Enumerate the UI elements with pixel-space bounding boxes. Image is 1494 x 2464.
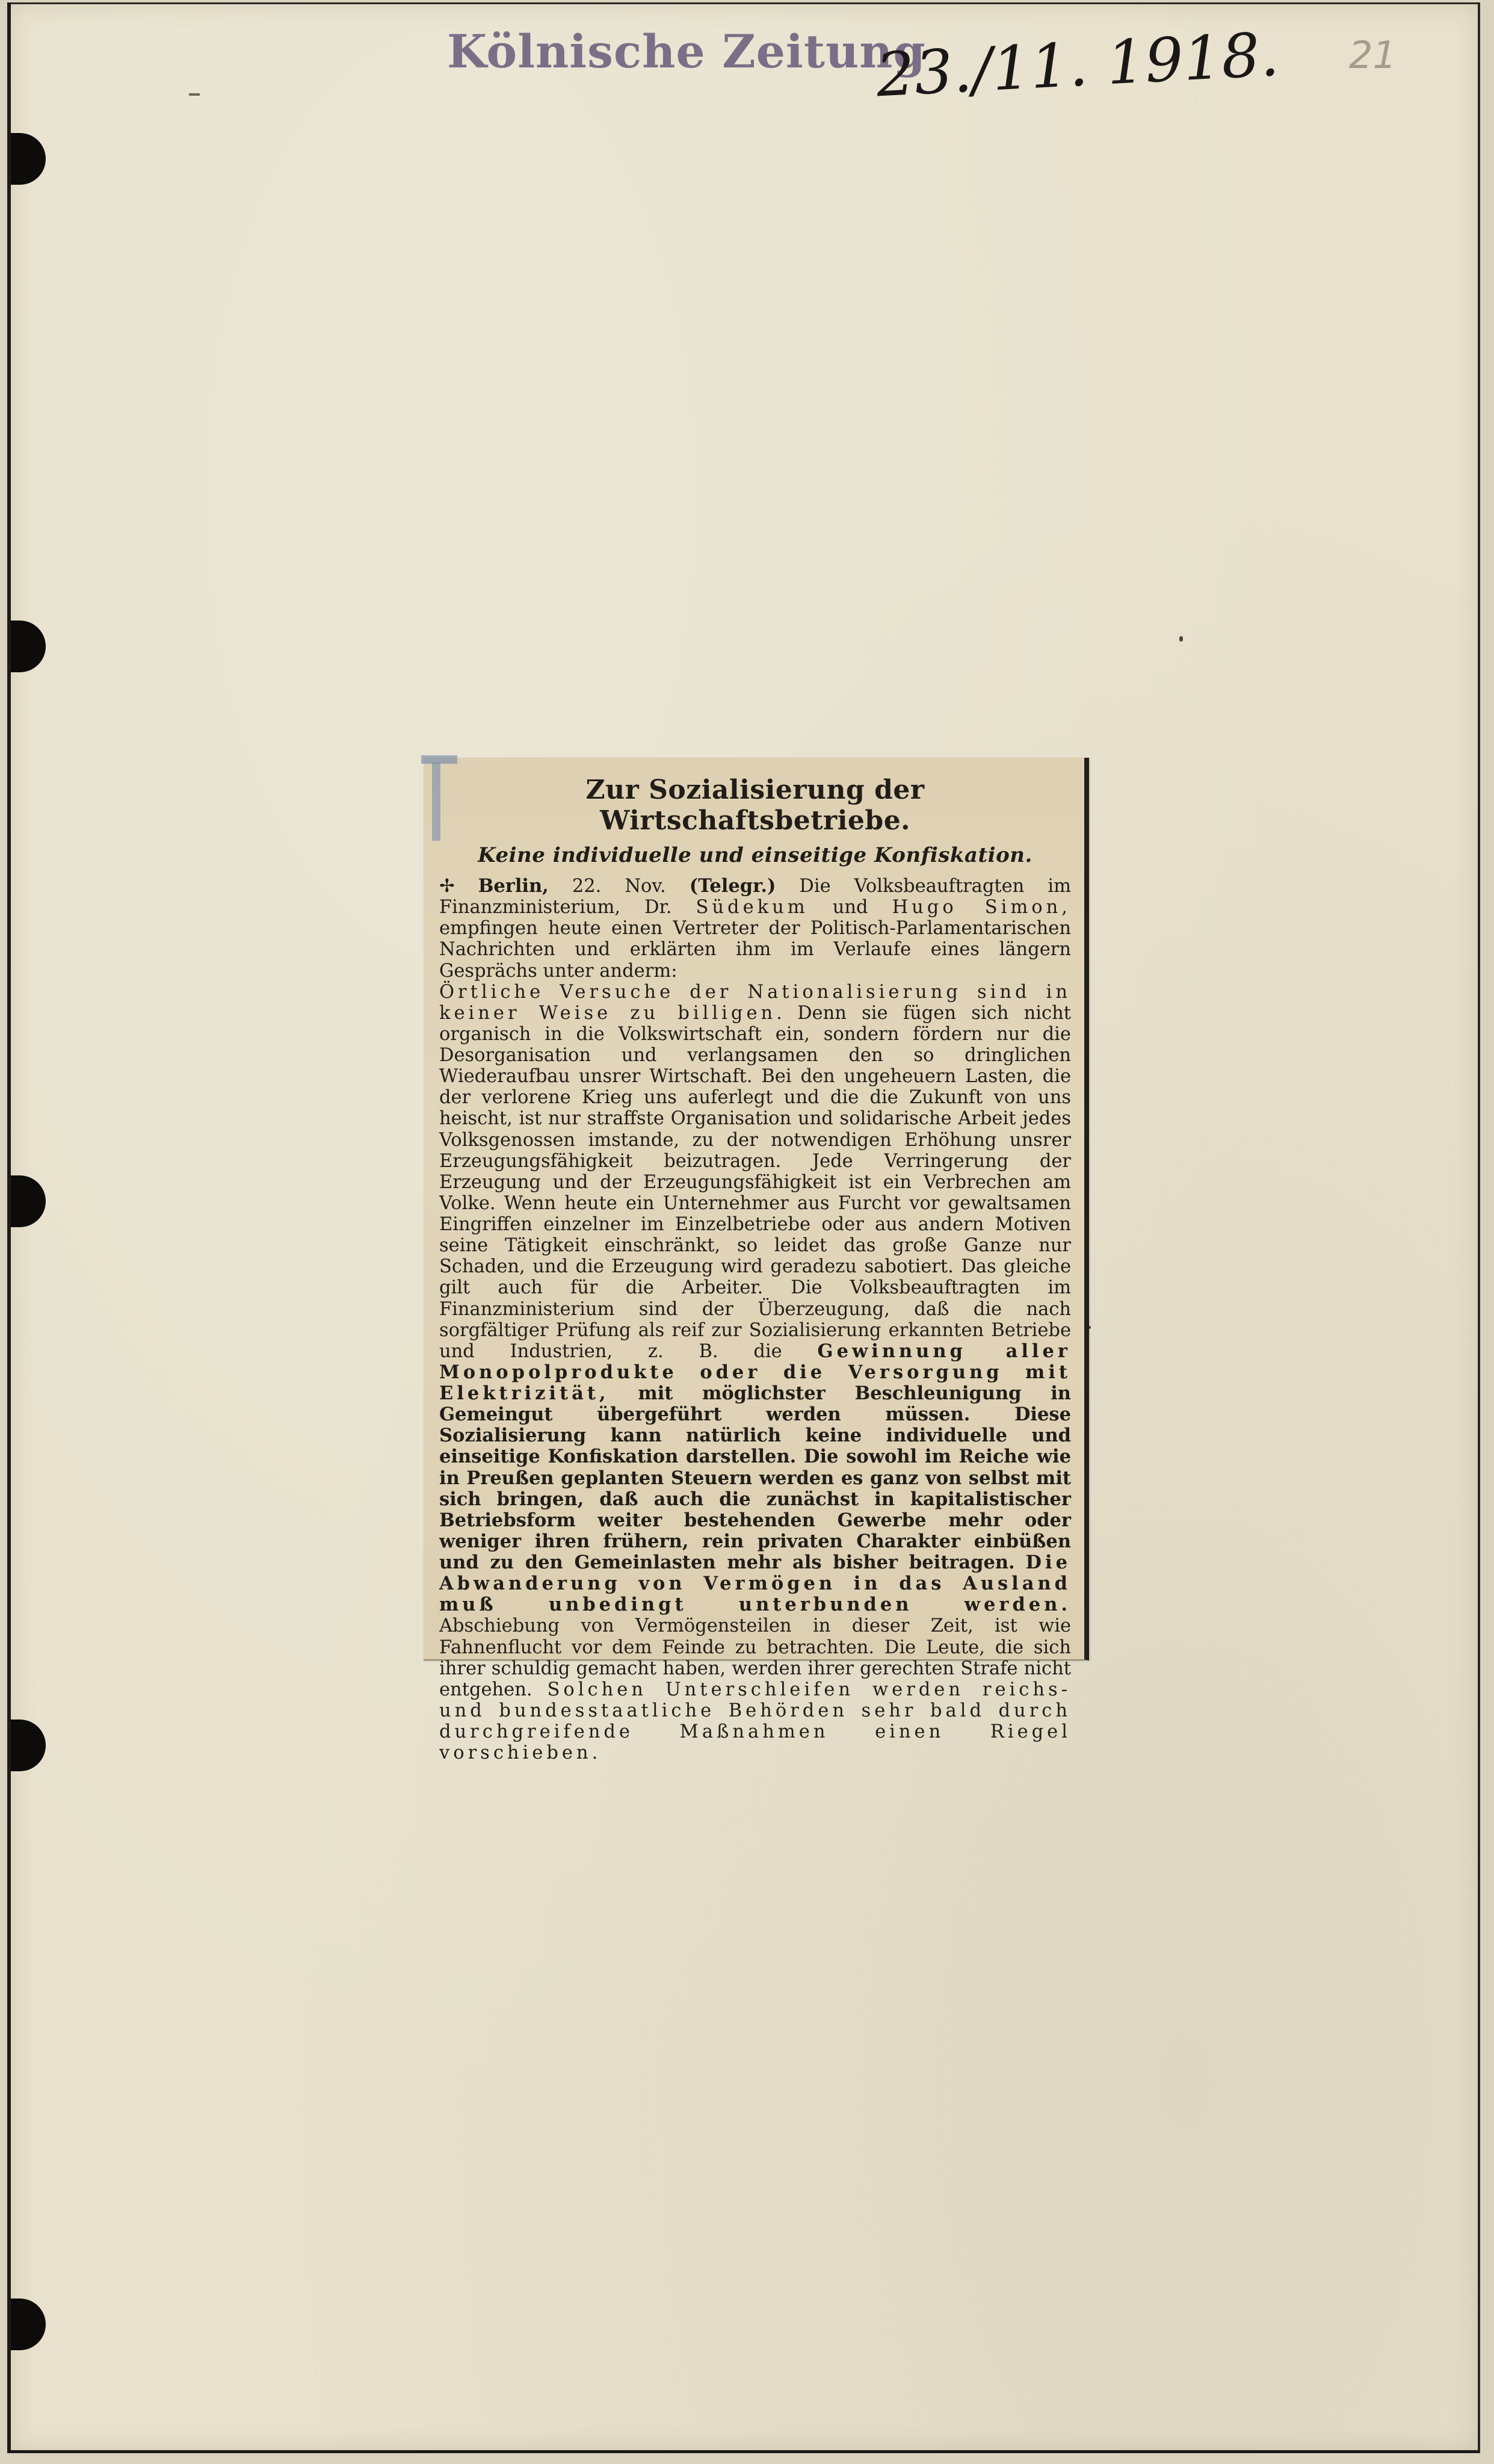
emphasis-text: Solchen Unterschleifen werden reichs- und bundesstaatliche Behörden sehr bald durch durchgreifende Maßnahmen einen Riegel vorschieben.	[439, 1679, 1071, 1764]
newspaper-stamp: Kölnische Zeitung	[447, 25, 926, 78]
body-text: Abschiebung von Vermögensteilen in dieser Zeit, ist wie Fahnenflucht vor dem Feinde zu betrachten. Die Leute, die sich ihrer schuldig gemacht haben, werden ihrer gerechten Strafe nicht entgehen.	[439, 1615, 1071, 1700]
dateline-source: (Telegr.)	[689, 875, 776, 897]
article-body	[439, 876, 1071, 1763]
emphasis-text: Örtliche Versuche der Nationalisierung sind in keiner Weise zu billigen	[439, 981, 1071, 1024]
page-number: 21	[1349, 33, 1397, 77]
paragraph-intro	[439, 876, 1071, 982]
binder-hole	[11, 1175, 46, 1227]
tape-mark	[432, 763, 440, 841]
newspaper-clipping	[424, 758, 1089, 1764]
binder-hole	[11, 621, 46, 672]
person-name: Hugo Simon,	[892, 897, 1071, 918]
handwritten-date: 23./11. 1918.	[874, 19, 1281, 111]
paragraph-socialization	[439, 982, 1071, 1764]
binder-hole	[11, 133, 46, 185]
intro-text: Die Volksbeauftragten im Finanzministerium, Dr.	[439, 876, 1072, 918]
dateline-date: 22. Nov.	[572, 876, 666, 897]
binder-hole	[11, 1720, 46, 1771]
person-name: Südekum	[696, 897, 809, 918]
dateline-place: Berlin,	[478, 875, 549, 897]
intro-text: empfingen heute einen Vertreter der Politisch-Parlamentarischen Nachrichten und erklärten ihm im Verlaufe eines längern Gesprächs unter anderm:	[439, 918, 1071, 982]
dateline-mark: ✢	[439, 876, 455, 897]
archive-sheet	[7, 2, 1480, 2453]
body-text: . Denn sie fügen sich nicht organisch in die Volkswirtschaft ein, sondern fördern nur die Desorganisation und verlangsamen den so dringlichen Wiederaufbau unsrer Wirtschaft. Bei den ungeheuern Lasten, die der verlorene Krieg uns auferlegt und die die Zukunft von uns heischt, ist nur straffste Organisation und solidarische Arbeit jedes Volksgenossen imstande, zu der notwendigen Erhöhung unsrer Erzeugungsfähigkeit beizutragen. Jede Verringerung der Erzeugung und der Erzeugungsfähigkeit ist ein Verbrechen am Volke. Wenn heute ein Unternehmer aus Furcht vor gewaltsamen Eingriffen einzelner im Einzelbetriebe oder aus andern Motiven seine Tätigkeit einschränkt, so leidet das große Ganze nur Schaden, und die Erzeugung wird geradezu sabotiert. Das gleiche gilt auch für die Arbeiter. Die Volksbeauftragten im Finanzministerium sind der Überzeugung, daß die nach sorgfältiger Prüfung als reif zur Sozialisierung erkannten Betriebe und Industrien, z. B. die	[439, 1002, 1071, 1362]
emphasis-text: Gewinnung aller Monopolprodukte oder die Versorgung mit Elektrizität,	[439, 1340, 1071, 1404]
binder-hole	[11, 2298, 46, 2350]
bold-text: mit möglichster Beschleunigung in Gemeingut übergeführt werden müssen. Diese Sozialisierung kann natürlich keine individuelle und einseitige Konfiskation darstellen. Die sowohl im Reiche wie in Preußen geplanten Steuern werden es ganz von selbst mit sich bringen, daß auch die zunächst in kapitalistischer Betriebsform weiter bestehenden Gewerbe mehr oder weniger ihren frühern, rein privaten Charakter einbüßen und zu den Gemeinlasten mehr als bisher beitragen.	[439, 1382, 1071, 1573]
article-headline: Zur Sozialisierung der Wirtschaftsbetriebe.	[585, 775, 925, 836]
article-subheadline: Keine individuelle und einseitige Konfiskation.	[478, 843, 1033, 867]
intro-text: und	[832, 897, 868, 918]
emphasis-text: Die Abwanderung von Vermögen in das Ausland muß unbedingt unterbunden werden.	[439, 1552, 1071, 1616]
paper-speck	[1179, 636, 1183, 642]
paper-mark	[189, 93, 200, 96]
